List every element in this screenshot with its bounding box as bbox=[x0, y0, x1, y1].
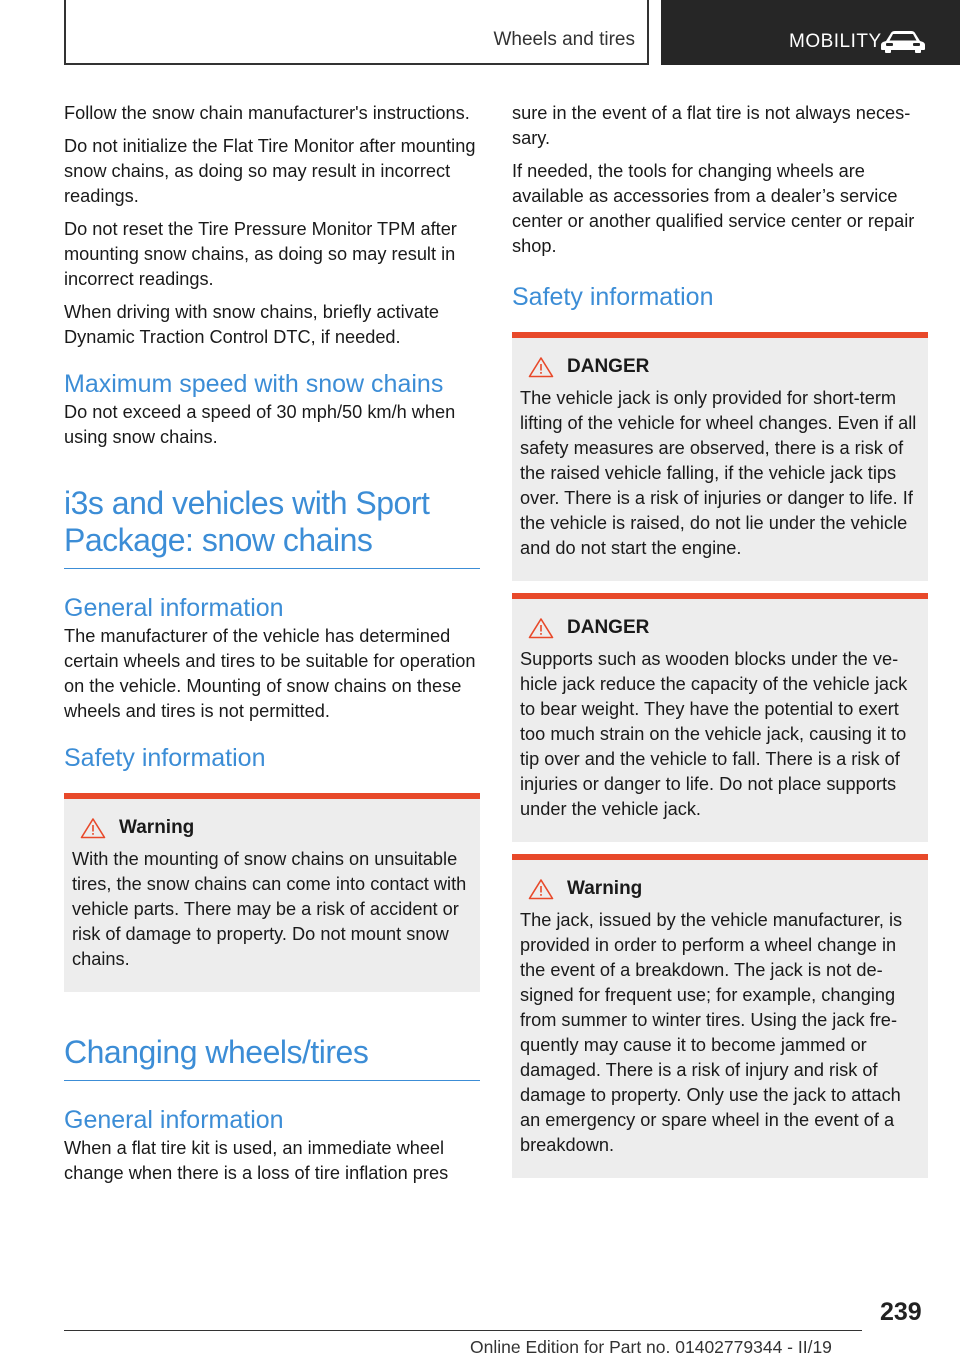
header-section-box bbox=[64, 0, 649, 65]
callout-text: The jack, issued by the vehicle manufacturer, is provided in order to perform a wheel change in the event of a breakdown. The jack is not designed for frequent use; for example, changing from summer to winter tires. Using the jack frequently may cause it to become jammed or damaged. There is a risk of injury and risk of damage to property. Only use the jack to attach an emergency or spare wheel in the event of a breakdown. bbox=[520, 910, 903, 1155]
right-column bbox=[512, 101, 928, 1178]
left-column bbox=[64, 101, 480, 1194]
paragraph: Do not exceed a speed of 30 mph/50 km/h when using snow chains. bbox=[64, 402, 456, 447]
paragraph: When a flat tire kit is used, an immediate wheel change when there is a loss of tire inflation pres bbox=[64, 1138, 449, 1183]
page-number: 239 bbox=[880, 1298, 922, 1326]
danger-callout bbox=[512, 593, 928, 842]
section-heading-changing-wheels: Changing wheels/tires bbox=[64, 1034, 369, 1070]
callout-header bbox=[520, 356, 920, 378]
section-heading-i3s: i3s and vehicles with Sport Package: snow chains bbox=[64, 485, 430, 558]
callout-header bbox=[520, 878, 920, 900]
subheading-general-information: General information bbox=[64, 1106, 284, 1134]
subheading-safety-information: Safety information bbox=[64, 744, 266, 772]
callout-header bbox=[520, 617, 920, 639]
section-rule bbox=[64, 1080, 480, 1081]
footer-edition: Online Edition for Part no. 01402779344 - II/19 bbox=[470, 1337, 832, 1357]
section-rule bbox=[64, 568, 480, 569]
callout-text: The vehicle jack is only provided for short-term lifting of the vehicle for wheel changes. Even if all safety measures are observed, there is a risk of the raised vehicle falling, if the vehicle jack tips over. There is a risk of injuries or danger to life. If the vehicle is raised, do not lie under the vehicle and do not start the engine. bbox=[520, 388, 917, 558]
callout-title: Warning bbox=[119, 817, 195, 838]
paragraph: Do not reset the Tire Pressure Monitor TPM after mounting snow chains, as doing so may result in incorrect readings. bbox=[64, 219, 457, 289]
paragraph: Do not initialize the Flat Tire Monitor after mounting snow chains, as doing so may result in incorrect readings. bbox=[64, 136, 476, 206]
callout-title: DANGER bbox=[567, 356, 650, 377]
danger-callout bbox=[512, 332, 928, 581]
subheading-max-speed: Maximum speed with snow chains bbox=[64, 370, 444, 398]
paragraph: The manufacturer of the vehicle has determined certain wheels and tires to be suitable for operation on the vehicle. Mounting of snow chains on these wheels and tires is not permitted. bbox=[64, 626, 476, 721]
paragraph: When driving with snow chains, briefly activate Dynamic Traction Control DTC, if needed. bbox=[64, 302, 440, 347]
warning-triangle-icon bbox=[528, 878, 554, 900]
footer-rule bbox=[64, 1330, 862, 1331]
warning-triangle-icon bbox=[528, 617, 554, 639]
subheading-general-information: General information bbox=[64, 594, 284, 622]
paragraph: If needed, the tools for changing wheels are available as accessories from a dealer’s service center or another qualified service center or repair shop. bbox=[512, 161, 915, 256]
callout-title: DANGER bbox=[567, 617, 650, 638]
callout-title: Warning bbox=[567, 878, 643, 899]
car-icon bbox=[880, 28, 926, 54]
warning-triangle-icon bbox=[528, 356, 554, 378]
paragraph: sure in the event of a flat tire is not always necessary. bbox=[512, 103, 911, 148]
header-section-title: Wheels and tires bbox=[493, 29, 635, 50]
subheading-safety-information: Safety information bbox=[512, 283, 714, 311]
warning-triangle-icon bbox=[80, 817, 106, 839]
paragraph: Follow the snow chain manufacturer's instructions. bbox=[64, 103, 470, 123]
warning-callout bbox=[512, 854, 928, 1178]
callout-text: Supports such as wooden blocks under the vehicle jack reduce the capacity of the vehicle jack to bear weight. They have the potential to exert too much strain on the vehicle jack, causing it to tip over and the vehicle to fall. There is a risk of injuries or danger to life. Do not place supports under the vehicle jack. bbox=[520, 649, 908, 819]
warning-callout bbox=[64, 793, 480, 992]
callout-header bbox=[72, 817, 472, 839]
header-chapter-title: MOBILITY bbox=[789, 31, 882, 52]
callout-text: With the mounting of snow chains on unsuitable tires, the snow chains can come into contact with vehicle parts. There may be a risk of accident or risk of damage to property. Do not mount snow chains. bbox=[72, 849, 467, 969]
